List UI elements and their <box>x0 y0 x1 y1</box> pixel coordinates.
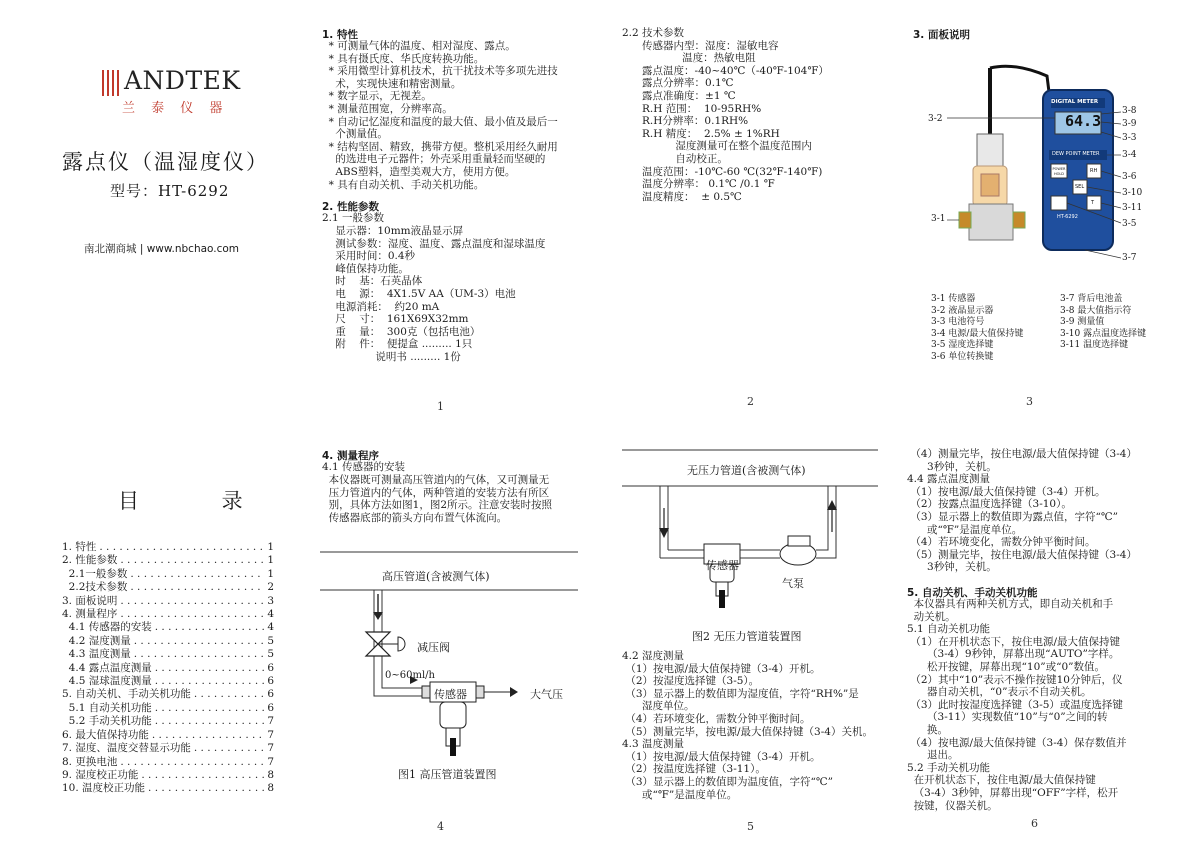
toc-item-label: 4. 测量程序 <box>62 608 118 621</box>
toc-item-page: 6 <box>267 675 274 688</box>
toc-item-page: 8 <box>267 782 274 795</box>
toc-item-label: 4.5 湿球温度测量 <box>62 675 152 688</box>
pump-label: 气泵 <box>782 577 804 590</box>
page-number: 3 <box>1026 395 1033 408</box>
callout-3-8: 3-8 <box>1122 106 1137 116</box>
toc-item-label: 5.2 手动关机功能 <box>62 715 152 728</box>
legend-item: 3-2 液晶显示器 <box>931 305 994 316</box>
model-number: 型号：HT-6292 <box>110 182 230 200</box>
legend-item: 3-3 电池符号 <box>931 317 985 328</box>
toc-heading: 目 录 <box>118 489 281 513</box>
toc-item-label: 3. 面板说明 <box>62 594 118 607</box>
toc-item[interactable] <box>62 662 274 675</box>
legend-item: 3-10 露点温度选择键 <box>1060 328 1147 339</box>
page-number: 2 <box>747 395 754 408</box>
humidity-temp-procedure: 4.2 湿度测量 （1）按电源/最大值保持键（3-4）开机。 （2）按湿度选择键（3-5）。 （3）显示器上的数值即为湿度值，字符“RH%”是 湿度单位。 （4）若环境变化，需数分钟平衡时间。 （5）测量完毕，按电源/最大值保持键（3-4）关机。 4.3 温度测量 （1）按电源/最大值保持键（3-4）开机。 （2）按温度选择键（3-11）。 （3）显示器上的数值即为温度值，字符“℃” 或“℉”是温度单位。 <box>622 650 873 801</box>
toc-item[interactable] <box>62 769 274 782</box>
toc-item-label: 10. 温度校正功能 <box>62 782 146 795</box>
toc-item[interactable] <box>62 621 274 634</box>
toc-item[interactable] <box>62 675 274 688</box>
toc-item-label: 7. 湿度、温度交替显示功能 <box>62 742 191 755</box>
toc-item[interactable] <box>62 608 274 621</box>
callout-3-7: 3-7 <box>1122 253 1137 263</box>
callout-3-10: 3-10 <box>1122 188 1143 198</box>
toc-item-label: 5.1 自动关机功能 <box>62 701 152 714</box>
toc-item-page: 6 <box>267 688 274 701</box>
power-hold-button: POWER HOLD <box>1052 167 1066 176</box>
legend-item: 3-5 湿度选择键 <box>931 340 994 351</box>
toc-item-page: 2 <box>267 581 274 594</box>
toc-item-page: 6 <box>267 701 274 714</box>
toc-item-label: 4.4 露点温度测量 <box>62 661 152 674</box>
toc-list <box>62 541 274 796</box>
toc-item-page: 3 <box>267 594 274 607</box>
toc-item[interactable] <box>62 782 274 795</box>
callout-3-1: 3-1 <box>931 214 946 224</box>
t-button: T <box>1091 200 1095 206</box>
toc-item[interactable] <box>62 715 274 728</box>
sensor-label: 传感器 <box>434 688 467 701</box>
legend-item: 3-6 单位转换键 <box>931 351 994 362</box>
toc-item-label: 6. 最大值保持功能 <box>62 728 149 741</box>
site-link[interactable]: 南北潮商城 | www.nbchao.com <box>84 243 240 255</box>
rh-button: RH <box>1090 168 1098 174</box>
toc-item[interactable] <box>62 648 274 661</box>
brand-name: ANDTEK <box>124 66 241 95</box>
figure-2-caption: 图2 无压力管道装置图 <box>692 630 802 643</box>
brand-name-cn: 兰 泰 仪 器 <box>122 101 229 116</box>
sensor-install-heading: 4.1 传感器的安装 <box>322 461 406 473</box>
toc-item[interactable] <box>62 688 274 701</box>
legend-item: 3-8 最大值指示符 <box>1060 305 1132 316</box>
page-number: 1 <box>437 400 444 413</box>
toc-item-label: 2.2技术参数 <box>62 581 128 594</box>
toc-item[interactable] <box>62 595 274 608</box>
callout-3-9: 3-9 <box>1122 119 1137 129</box>
toc-item-page: 4 <box>267 621 274 634</box>
features-list: * 可测量气体的温度、相对湿度、露点。 * 具有摄氏度、华氏度转换功能。 * 采用微型计算机技术，抗干扰技术等多项先进技 术，实现快速和精密测量。 * 数字显示，无视差。 * 测量范围宽，分辨率高。 * 自动记忆湿度和温度的最大值、最小值及最后一 个测量值。 * 结构坚固、精致，携带方便。整机采用经久耐用 的选进电子元器件；外壳采用重量轻而坚硬的 ABS塑料，造型美观大方，使用方便。 * 具有自动关机、手动关机功能。 <box>328 40 558 191</box>
pressure-valve-label: 减压阀 <box>417 641 450 654</box>
legend-item: 3-9 测量值 <box>1060 317 1105 328</box>
toc-item-page: 7 <box>267 755 274 768</box>
general-specs-list: 显示器：10mm液晶显示屏 测试参数：湿度、温度、露点温度和湿球温度 采用时间：0.4秒 峰值保持功能。 时 基：石英晶体 电 源： 4X1.5V AA（UM-3）电池 电源消耗： 约20 mA 尺 寸： 161X69X32mm 重 量： 300克（包括电池） 附 件： 便提盒 ......... 1只 说明书 ......... 1份 <box>335 225 546 363</box>
meter-brand-label: DIGITAL METER <box>1051 99 1099 105</box>
toc-item[interactable] <box>62 756 274 769</box>
toc-item[interactable] <box>62 568 274 581</box>
toc-item-page: 7 <box>267 728 274 741</box>
toc-item-label: 4.3 温度测量 <box>62 648 131 661</box>
dewpoint-procedure: （4）测量完毕，按住电源/最大值保持键（3-4） 3秒钟，关机。 4.4 露点温度测量 （1）按电源/最大值保持键（3-4）开机。 （2）按露点温度选择键（3-10）。 （3）显示器上的数值即为露点值，字符“℃” 或“℉”是温度单位。 （4）若环境变化，需数分钟平衡时间。 （5）测量完毕，按住电源/最大值保持键（3-4） 3秒钟，关机。 <box>907 448 1137 574</box>
product-title: 露点仪（温湿度仪） <box>62 150 269 174</box>
toc-item-page: 1 <box>267 541 274 553</box>
legend-item: 3-11 温度选择键 <box>1060 340 1129 351</box>
toc-item-label: 5. 自动关机、手动关机功能 <box>62 688 191 701</box>
toc-item-page: 5 <box>267 634 274 647</box>
legend-item: 3-1 传感器 <box>931 294 976 304</box>
page-number: 4 <box>437 820 444 833</box>
sel-button: SEL <box>1075 184 1085 190</box>
toc-item[interactable] <box>62 554 274 567</box>
callout-3-11: 3-11 <box>1122 203 1143 213</box>
toc-item-page: 7 <box>267 715 274 728</box>
legend-item: 3-4 电源/最大值保持键 <box>931 328 1024 339</box>
toc-item-page: 5 <box>267 648 274 661</box>
atmosphere-label: 大气压 <box>530 688 563 701</box>
toc-item-label: 8. 更换电池 <box>62 755 118 768</box>
toc-item-label: 4.2 湿度测量 <box>62 634 131 647</box>
callout-3-6: 3-6 <box>1122 172 1137 182</box>
toc-item-label: 2.1一般参数 <box>62 567 128 580</box>
power-off-heading: 5. 自动关机、手动关机功能 <box>907 587 1038 599</box>
toc-item-label: 4.1 传感器的安装 <box>62 621 152 634</box>
tech-specs-list: 2.2 技术参数 传感器内型：湿度：湿敏电容 温度：热敏电阻 露点温度：-40~40℃（-40℉-104℉） 露点分辨率：0.1℃ 露点准确度：±1 ℃ R.H 范围： 10-95RH% R.H分辨率：0.1RH% R.H 精度： 2.5% ± 1%RH 湿度测量可在整个温度范围内 自动校正。 温度范围：-10℃-60 ℃(32℉-140℉) 温度分辨率： 0.1℃ /0.1 ℉ 温度精度： ± 0.5℃ <box>622 27 829 203</box>
meter-model-label: HT-6292 <box>1057 214 1078 220</box>
page-number: 6 <box>1031 817 1038 830</box>
features-heading: 1. 特性 <box>322 29 358 41</box>
meter-lcd-reading: 64.3 <box>1065 112 1102 130</box>
toc-item-page: 4 <box>267 608 274 621</box>
general-specs-heading: 2.1 一般参数 <box>322 212 385 224</box>
sensor-install-body: 本仪器既可测量高压管道内的气体，又可测量无 压力管道内的气体，两种管道的安装方法有所区 别，具体方法如图1，图2所示。注意安装时按照 传感器底部的箭头方向布置气体流向。 <box>328 474 553 524</box>
callout-3-2: 3-2 <box>928 114 943 124</box>
specs-heading: 2. 性能参数 <box>322 201 379 213</box>
legend-item: 3-7 背后电池盖 <box>1060 294 1123 304</box>
toc-item[interactable] <box>62 742 274 755</box>
toc-item-page: 6 <box>267 661 274 674</box>
toc-item[interactable] <box>62 729 274 742</box>
meter-name-label: DEW POINT METER <box>1052 151 1100 157</box>
toc-item-label: 1. 特性 <box>62 541 97 553</box>
toc-item-page: 1 <box>267 554 274 567</box>
high-pressure-pipe-label: 高压管道(含被测气体) <box>382 570 490 583</box>
figure-1-caption: 图1 高压管道装置图 <box>398 768 497 781</box>
procedure-heading: 4. 测量程序 <box>322 450 379 462</box>
toc-item[interactable] <box>62 581 274 594</box>
panel-heading: 3. 面板说明 <box>913 29 970 41</box>
legend-left <box>931 294 1023 364</box>
toc-item-page: 8 <box>267 768 274 781</box>
toc-item[interactable] <box>62 541 274 554</box>
toc-item-page: 1 <box>267 567 274 580</box>
callout-3-3: 3-3 <box>1122 133 1137 143</box>
legend-right <box>1060 294 1146 352</box>
toc-item-label: 2. 性能参数 <box>62 554 118 567</box>
sensor-label: 传感器 <box>706 559 739 572</box>
toc-item[interactable] <box>62 635 274 648</box>
power-off-procedure: 本仪器具有两种关机方式，即自动关机和手 动关机。 5.1 自动关机功能 （1）在开机状态下，按住电源/最大值保持键 （3-4）9秒钟，屏幕出现“AUTO”字样。 松开按键，屏幕出现“10”或“0”数值。 （2）其中“10”表示不操作按键10分钟后，仪 器自动关机，“0”表示不自动关机。 （3）此时按湿度选择键（3-5）或温度选择键 （3-11）实现数值“10”与“0”之间的转 换。 （4）按电源/最大值保持键（3-4）保存数值并 退出。 5.2 手动关机功能 在开机状态下，按住电源/最大值保持键 （3-4）3秒钟，屏幕出现“OFF”字样，松开 按键，仪器关机。 <box>907 598 1127 812</box>
toc-item-label: 9. 湿度校正功能 <box>62 768 139 781</box>
callout-3-4: 3-4 <box>1122 150 1137 160</box>
page-number: 5 <box>747 820 754 833</box>
no-pressure-pipe-label: 无压力管道(含被测气体) <box>687 464 806 477</box>
toc-item-page: 7 <box>267 742 274 755</box>
meter-illustration <box>925 56 1195 270</box>
callout-3-5: 3-5 <box>1122 219 1137 229</box>
toc-item[interactable] <box>62 702 274 715</box>
flow-rate-label: 0~60ml/h <box>385 670 435 681</box>
